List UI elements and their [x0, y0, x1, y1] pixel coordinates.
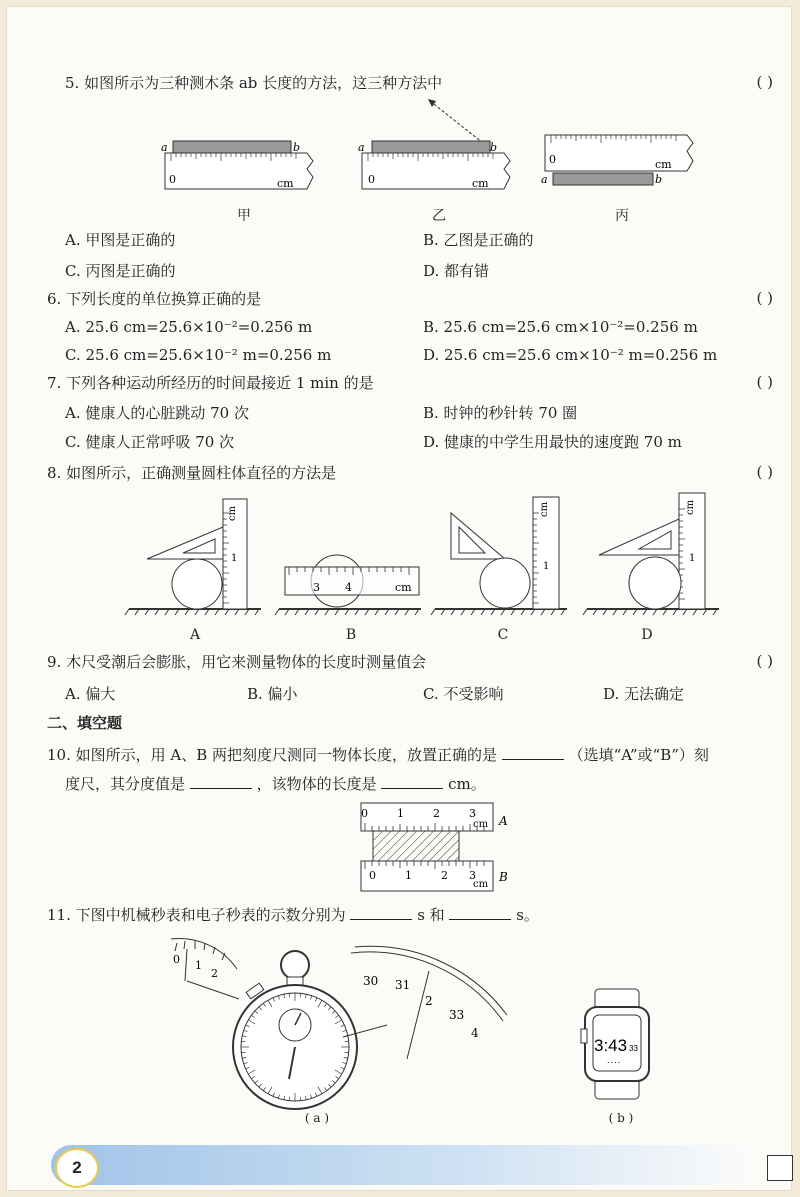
- tick-3: 3: [469, 807, 476, 820]
- q7-option-a[interactable]: A. 健康人的心脏跳动 70 次: [65, 404, 249, 422]
- q8-figure-c: [431, 493, 571, 617]
- ruler-zero: 0: [368, 173, 375, 186]
- ruler-a-label: A: [499, 814, 508, 828]
- q8-label-d: D: [641, 627, 653, 643]
- q10-line1: [47, 744, 709, 765]
- q7-option-b[interactable]: B. 时钟的秒针转 70 圈: [423, 404, 578, 422]
- q11-line: [47, 904, 539, 925]
- q11-blank-electronic[interactable]: [449, 904, 511, 920]
- end-b: b: [490, 141, 498, 154]
- big-dial-33: 33: [449, 1008, 465, 1022]
- end-b: b: [293, 141, 301, 154]
- big-dial-2: 2: [425, 994, 433, 1008]
- q8-label-b: B: [345, 627, 357, 643]
- tick-1: 1: [397, 807, 404, 820]
- q9-option-a[interactable]: A. 偏大: [65, 685, 116, 703]
- ruler-zero: 0: [549, 153, 556, 166]
- small-dial-2: 2: [211, 967, 218, 980]
- q10-figure: [355, 799, 525, 899]
- q8-label-a: A: [189, 627, 201, 643]
- tick-0: 0: [369, 869, 376, 882]
- q5-answer-paren[interactable]: ( ): [756, 73, 773, 91]
- q11-caption-a: ( a ): [304, 1111, 330, 1125]
- tick-4: 4: [345, 581, 352, 594]
- big-dial-4: 4: [471, 1026, 479, 1040]
- q8-figure-b: [275, 525, 425, 617]
- tick-3: 3: [313, 581, 320, 594]
- q9-answer-paren[interactable]: ( ): [756, 652, 773, 670]
- watch-display-sec: 33: [629, 1044, 638, 1053]
- q8-stem: 8. 如图所示，正确测量圆柱体直径的方法是: [47, 464, 337, 482]
- q6-answer-paren[interactable]: ( ): [756, 289, 773, 307]
- svg-text:....: ....: [607, 1056, 622, 1065]
- q5-stem: 5. 如图所示为三种测木条 ab 长度的方法，这三种方法中: [65, 74, 443, 92]
- end-a: a: [161, 141, 168, 154]
- q5-figure-bing: [537, 131, 707, 195]
- q7-stem: 7. 下列各种运动所经历的时间最接近 1 min 的是: [47, 374, 374, 392]
- q10-blank-ruler[interactable]: [502, 744, 564, 760]
- tick-2: 2: [433, 807, 440, 820]
- q9-option-b[interactable]: B. 偏小: [247, 685, 298, 703]
- q5-figure-jia: [157, 137, 327, 197]
- q6-option-a[interactable]: A. 25.6 cm=25.6×10⁻²=0.256 m: [65, 318, 313, 336]
- end-a: a: [541, 173, 548, 186]
- q5-figure-yi: [352, 97, 522, 197]
- q11-caption-b: ( b ): [608, 1111, 634, 1125]
- q10-line2: [65, 773, 486, 794]
- q5-option-d[interactable]: D. 都有错: [423, 262, 490, 280]
- q11-stem-part2: s 和: [417, 906, 445, 924]
- ruler-unit: cm: [227, 505, 238, 521]
- q8-label-c: C: [497, 627, 509, 643]
- worksheet-page: [6, 6, 792, 1191]
- q11-figure-electronic-watch: [577, 985, 657, 1105]
- small-dial-0: 0: [173, 953, 180, 966]
- q5-option-a[interactable]: A. 甲图是正确的: [65, 231, 176, 249]
- small-dial-1: 1: [195, 959, 202, 972]
- q10-stem-part5: cm。: [448, 775, 486, 793]
- q11-blank-mechanical[interactable]: [350, 904, 412, 920]
- checkbox-square[interactable]: [767, 1155, 793, 1181]
- q6-option-c[interactable]: C. 25.6 cm=25.6×10⁻² m=0.256 m: [65, 346, 332, 364]
- tick-2: 2: [441, 869, 448, 882]
- tick-1: 1: [543, 561, 550, 572]
- ruler-zero: 0: [169, 173, 176, 186]
- q9-option-d[interactable]: D. 无法确定: [603, 685, 685, 703]
- q11-stem-part3: s。: [516, 906, 539, 924]
- ruler-unit: cm: [473, 879, 489, 890]
- q7-option-d[interactable]: D. 健康的中学生用最快的速度跑 70 m: [423, 433, 682, 451]
- ruler-b-label: B: [499, 870, 508, 884]
- q10-stem-part3: 度尺，其分度值是: [65, 775, 186, 793]
- q11-figure-stopwatch: [167, 929, 517, 1109]
- big-dial-30: 30: [363, 974, 379, 988]
- tick-1: 1: [689, 553, 696, 564]
- q5-label-yi: 乙: [432, 208, 446, 224]
- tick-3: 3: [469, 869, 476, 882]
- ruler-unit: cm: [539, 501, 550, 517]
- q8-answer-paren[interactable]: ( ): [756, 463, 773, 481]
- q7-answer-paren[interactable]: ( ): [756, 373, 773, 391]
- q8-figure-a: [125, 493, 265, 617]
- q5-label-bing: 丙: [615, 208, 629, 224]
- q11-stem-part1: 11. 下图中机械秒表和电子秒表的示数分别为: [47, 906, 346, 924]
- page-number: 2: [55, 1148, 99, 1188]
- q10-stem-part4: ，该物体的长度是: [256, 775, 377, 793]
- tick-1: 1: [231, 553, 238, 564]
- ruler-unit: cm: [395, 581, 412, 594]
- ruler-unit: cm: [472, 177, 489, 190]
- ruler-unit: cm: [473, 819, 489, 830]
- q5-option-c[interactable]: C. 丙图是正确的: [65, 262, 176, 280]
- ruler-unit: cm: [277, 177, 294, 190]
- q7-option-c[interactable]: C. 健康人正常呼吸 70 次: [65, 433, 235, 451]
- watch-display-time: 3:43: [594, 1036, 628, 1055]
- q8-figure-d: [583, 489, 723, 617]
- q9-stem: 9. 木尺受潮后会膨胀，用它来测量物体的长度时测量值会: [47, 653, 427, 671]
- q10-stem-part1: 10. 如图所示，用 A、B 两把刻度尺测同一物体长度，放置正确的是: [47, 746, 498, 764]
- footer-bar: [51, 1145, 751, 1185]
- q6-stem: 6. 下列长度的单位换算正确的是: [47, 290, 262, 308]
- ruler-unit: cm: [655, 158, 672, 171]
- tick-1: 1: [405, 869, 412, 882]
- end-a: a: [358, 141, 365, 154]
- q9-option-c[interactable]: C. 不受影响: [423, 685, 504, 703]
- q10-blank-division[interactable]: [190, 773, 252, 789]
- q5-label-jia: 甲: [237, 208, 251, 224]
- q6-option-d[interactable]: D. 25.6 cm=25.6 cm×10⁻² m=0.256 m: [423, 346, 718, 364]
- q5-option-b[interactable]: B. 乙图是正确的: [423, 231, 534, 249]
- q6-option-b[interactable]: B. 25.6 cm=25.6 cm×10⁻²=0.256 m: [423, 318, 698, 336]
- big-dial-31: 31: [395, 978, 411, 992]
- q10-blank-length[interactable]: [381, 773, 443, 789]
- ruler-unit: cm: [685, 499, 696, 515]
- tick-0: 0: [361, 807, 368, 820]
- end-b: b: [655, 173, 663, 186]
- section-title-fill-in: 二、填空题: [47, 715, 123, 732]
- q10-stem-part2: （选填“A”或“B”）刻: [568, 746, 709, 764]
